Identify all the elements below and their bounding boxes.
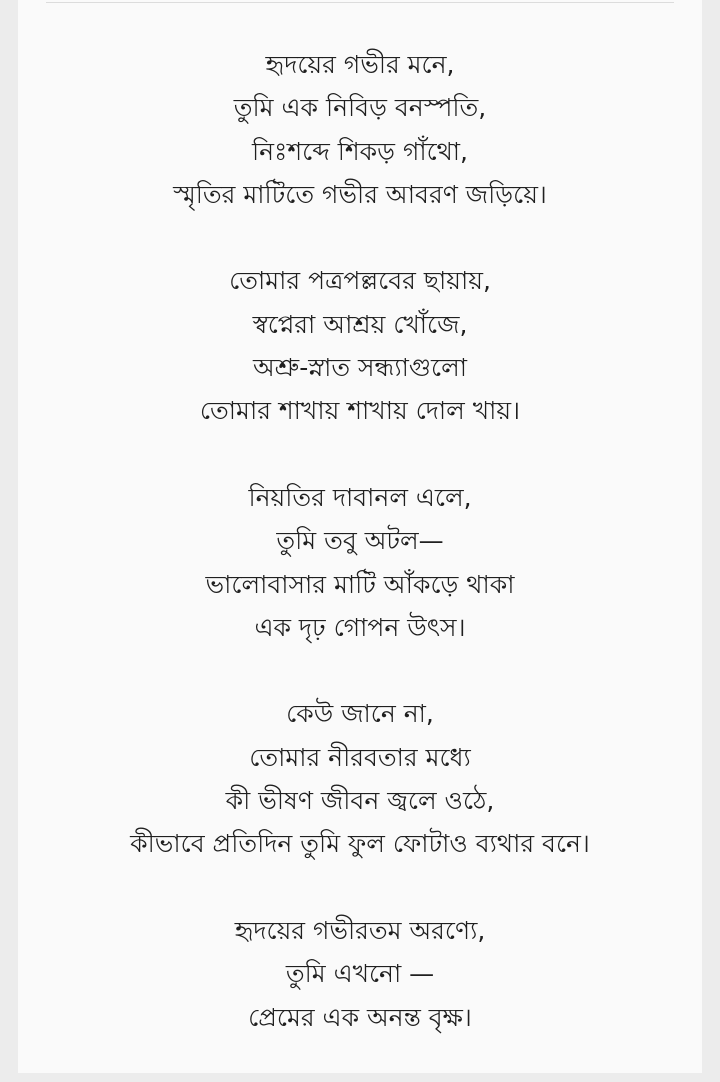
stanza-1 — [18, 43, 702, 216]
poem-line: তুমি এক নিবিড় বনস্পতি, — [233, 93, 487, 123]
poem-line: হৃদয়ের গভীরতম অরণ্যে, — [234, 915, 486, 945]
post-card — [18, 0, 702, 1073]
poem-line: কেউ জানে না, — [286, 699, 434, 729]
poem-line: হৃদয়ের গভীর মনে, — [265, 50, 455, 79]
poem-line: নিয়তির দাবানল এলে, — [248, 482, 472, 512]
poem-line: তুমি এখনো — — [285, 959, 435, 989]
poem-line: ভালোবাসার মাটি আঁকড়ে থাকা — [205, 569, 515, 599]
poem-line: স্বপ্নেরা আশ্রয় খোঁজে, — [252, 309, 468, 339]
poem-line: তোমার নীরবতার মধ্যে — [249, 742, 471, 772]
poem-line: কীভাবে প্রতিদিন তুমি ফুল ফোটাও ব্যথার বনে। — [130, 829, 590, 859]
stanza-3 — [18, 476, 702, 649]
poem-line: এক দৃঢ় গোপন উৎস। — [254, 612, 466, 642]
poem-line: স্মৃতির মাটিতে গভীর আবরণ জড়িয়ে। — [173, 179, 547, 209]
poem-line: তুমি তবু অটল— — [276, 526, 444, 556]
poem-line: তোমার পত্রপল্লবের ছায়ায়, — [229, 266, 491, 296]
top-divider — [46, 2, 674, 3]
stanza-4 — [18, 692, 702, 865]
poem-line: অশ্রু-স্নাত সন্ধ্যাগুলো — [253, 353, 467, 383]
poem-line: কী ভীষণ জীবন জ্বলে ওঠে, — [225, 786, 495, 816]
poem-line: তোমার শাখায় শাখায় দোল খায়। — [199, 396, 521, 426]
stanza-5 — [18, 909, 702, 1039]
poem-line: প্রেমের এক অনন্ত বৃক্ষ। — [248, 1002, 472, 1032]
stanza-2 — [18, 259, 702, 432]
poem-body — [18, 43, 702, 1082]
poem-line: নিঃশব্দে শিকড় গাঁথো, — [251, 136, 469, 166]
